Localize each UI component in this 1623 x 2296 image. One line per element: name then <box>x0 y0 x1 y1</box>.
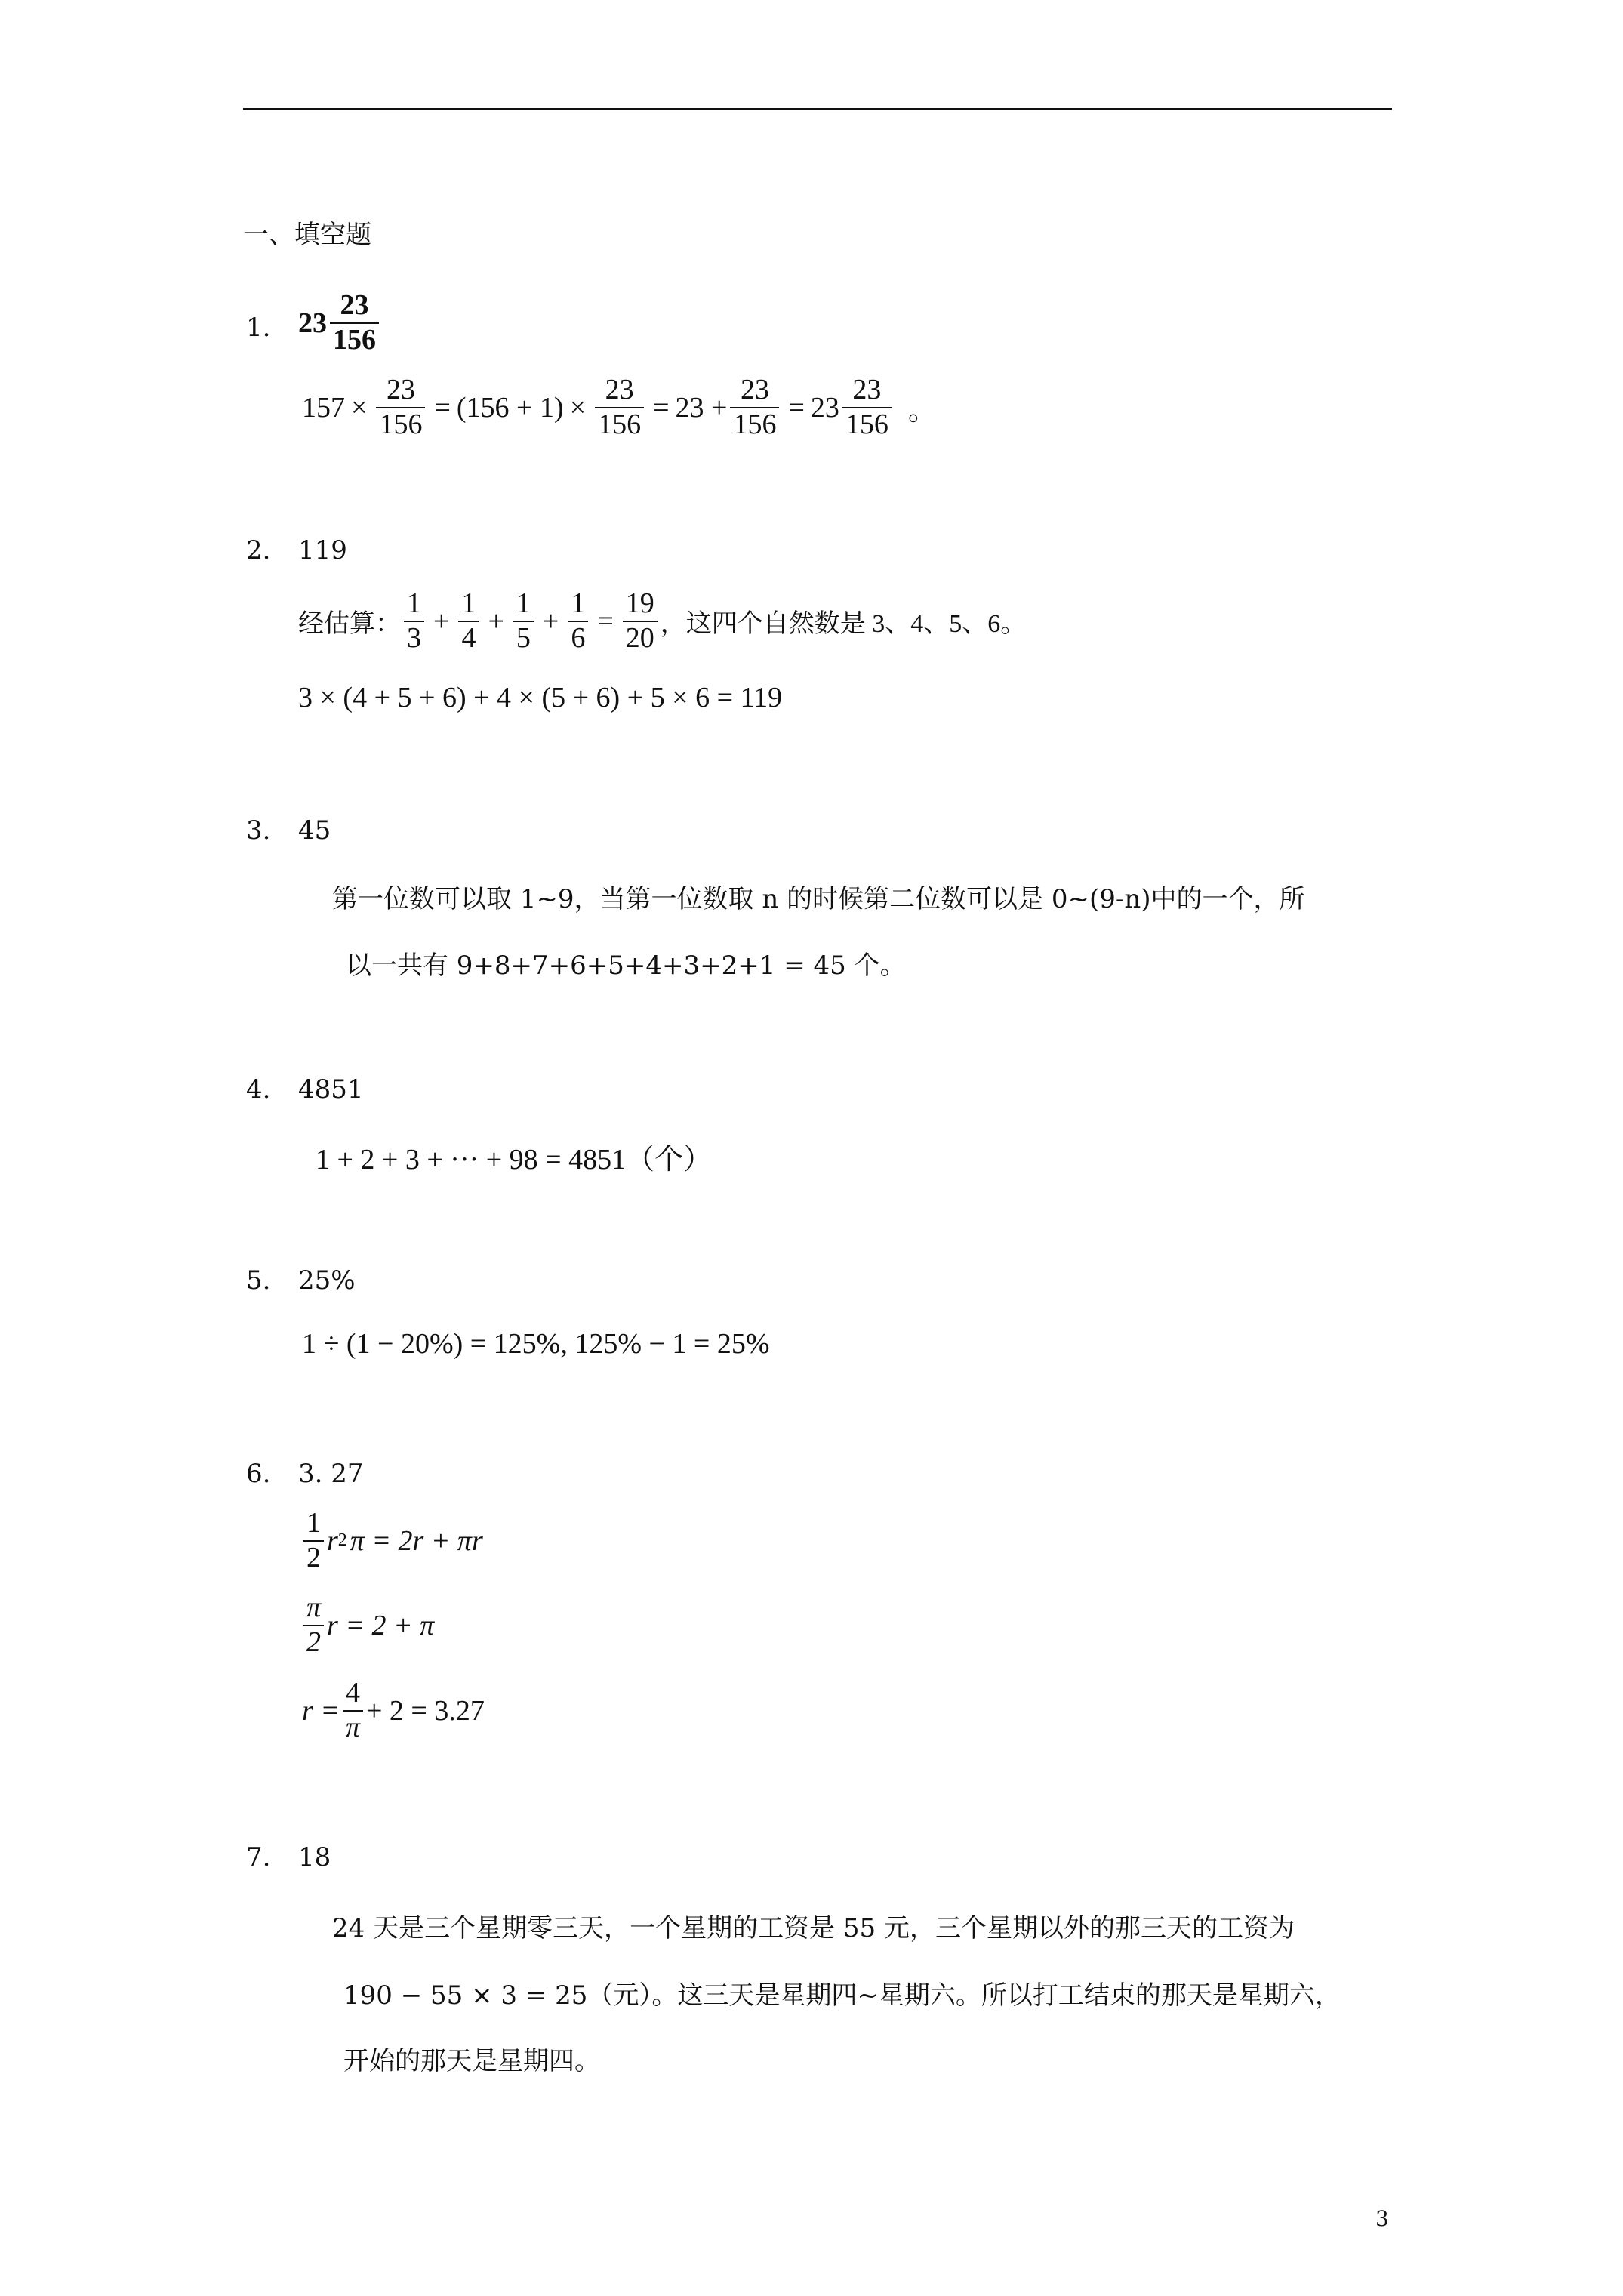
problem-3-answer: 45 <box>298 815 331 846</box>
problem-5-answer: 25% <box>298 1265 356 1296</box>
page-number: 3 <box>1375 2206 1389 2231</box>
problem-6-answer: 3. 27 <box>298 1459 364 1489</box>
problem-1-number: 1. <box>246 313 271 343</box>
fraction: $\frac{23}{156}$ <box>730 375 779 440</box>
problem-7-line-2: 190 − 55 × 3 = 25（元）。这三天是星期四~星期六。所以打工结束的那天是星期六， <box>343 1980 1341 2011</box>
problem-5-number: 5. <box>246 1265 271 1296</box>
answer-whole: 23 <box>298 307 327 339</box>
fraction: $\frac{1}{6}$ <box>568 589 588 654</box>
problem-7-answer: 18 <box>298 1842 331 1872</box>
problem-2-number: 2. <box>246 535 271 566</box>
problem-1-expression: 157 × $\frac{23}{156}$ = (156 + 1) × $\frac{23}{156}$ = 23 + $\frac{23}{156}$ = 23 $\frac{23}{156}$ 。 <box>302 374 937 440</box>
fraction: $\frac{19}{20}$ <box>623 589 658 654</box>
fraction: $\frac{4}{\pi}$ <box>343 1678 363 1743</box>
problem-7-number: 7. <box>246 1842 271 1872</box>
fraction: $\frac{1}{4}$ <box>458 589 479 654</box>
header-rule <box>243 108 1392 110</box>
fraction: $\frac{23}{156}$ <box>842 375 892 440</box>
fraction: $\frac{\pi}{2}$ <box>303 1593 324 1658</box>
fraction: $\frac{1}{5}$ <box>513 589 534 654</box>
problem-3-number: 3. <box>246 815 271 846</box>
problem-2-answer: 119 <box>298 535 347 566</box>
section-title: 一、填空题 <box>243 220 371 250</box>
problem-1-answer <box>298 291 382 356</box>
fraction: $\frac{23}{156}$ <box>376 375 425 440</box>
problem-5-calculation: 1 ÷ (1 − 20%) = 125%, 125% − 1 = 25% <box>302 1328 770 1360</box>
problem-2-calculation: 3 × (4 + 5 + 6) + 4 × (5 + 6) + 5 × 6 = 119 <box>298 682 783 713</box>
problem-4-number: 4. <box>246 1074 271 1105</box>
problem-3-line-1: 第一位数可以取 1~9，当第一位数取 n 的时候第二位数可以是 0~(9-n)中的一个，所 <box>332 884 1305 914</box>
problem-3-line-2: 以一共有 9+8+7+6+5+4+3+2+1 = 45 个。 <box>346 951 906 981</box>
problem-7-line-3: 开始的那天是星期四。 <box>343 2046 600 2076</box>
problem-7-line-1: 24 天是三个星期零三天，一个星期的工资是 55 元，三个星期以外的那三天的工资为 <box>332 1913 1295 1943</box>
problem-4-calculation: 1 + 2 + 3 + ··· + 98 = 4851（个） <box>316 1144 713 1176</box>
fraction: $\frac{23}{156}$ <box>595 375 644 440</box>
problem-4-answer: 4851 <box>298 1074 364 1105</box>
problem-2-estimate: 经估算： $\frac{1}{3}$ + $\frac{1}{4}$ + $\frac{1}{5}$ + $\frac{1}{6}$ = $\frac{19}{20}$ ，这四个自然数是 3、4、5、6。 <box>298 587 1027 654</box>
answer-fraction: $\frac{23}{156}$ <box>330 291 379 356</box>
problem-6-line-1: $\frac{1}{2}$ r 2 π = 2r + πr <box>300 1509 483 1573</box>
problem-6-line-2: $\frac{\pi}{2}$ r = 2 + π <box>300 1593 434 1658</box>
problem-6-line-3: r = $\frac{4}{\pi}$ + 2 = 3.27 <box>302 1677 485 1743</box>
fraction: $\frac{1}{2}$ <box>303 1509 324 1573</box>
problem-6-number: 6. <box>246 1459 271 1489</box>
fraction: $\frac{1}{3}$ <box>404 589 424 654</box>
